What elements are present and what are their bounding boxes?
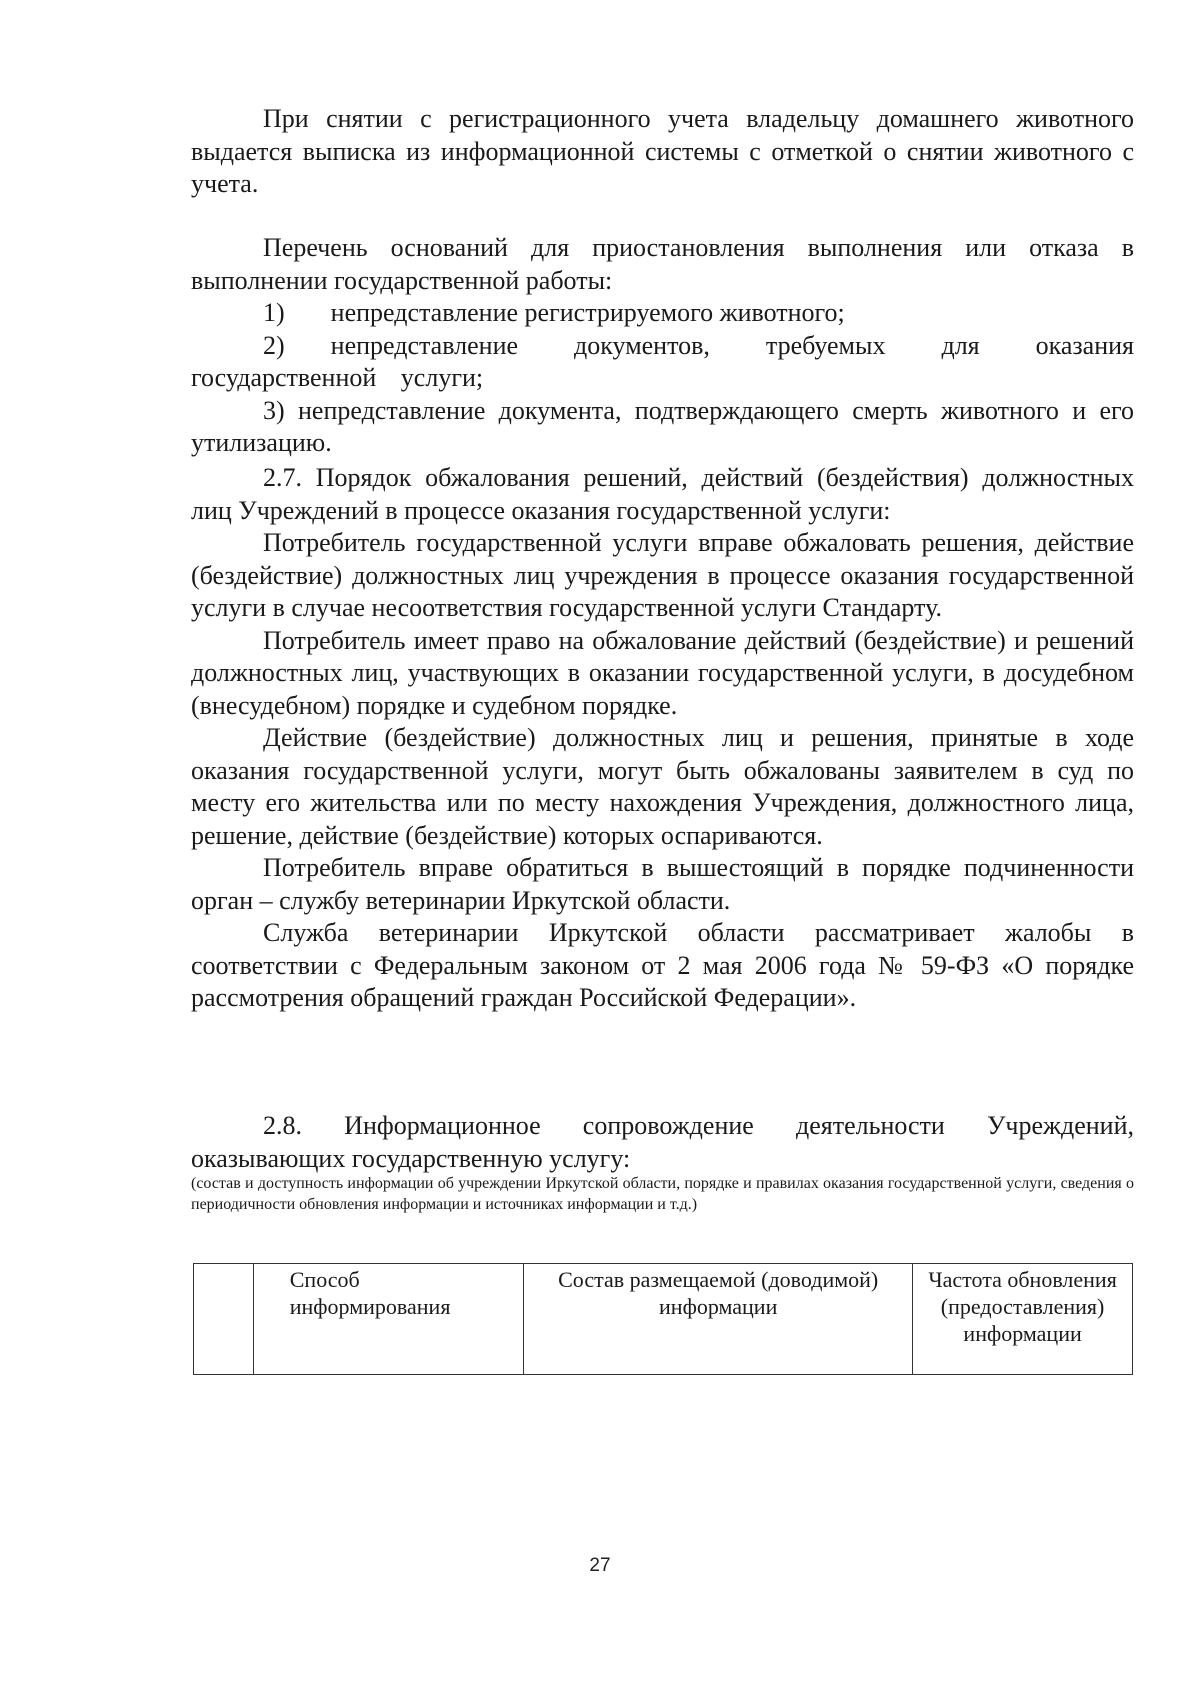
- table-cell-number: [194, 1264, 254, 1375]
- section-paragraph: Служба ветеринарии Иркутской области рассматривает жалобы в соответствии с Федеральным законом от 2 мая 2006 года № 59-ФЗ «О порядке рассмотрения обращений граждан Российской Федерации».: [191, 918, 1134, 1012]
- section-title: 2.7. Порядок обжалования решений, действий (бездействия) должностных лиц Учреждений в процессе оказания государственной услуги:: [191, 463, 1134, 525]
- info-table: [193, 1263, 1133, 1375]
- list-item-text: непредставление документов, требуемых для оказания государственной услуги;: [191, 330, 1134, 392]
- page-number: 27: [589, 1555, 611, 1576]
- section-paragraph: Потребитель государственной услуги вправе обжаловать решения, действие (бездействие) должностных лиц учреждения в процессе оказания государственной услуги в случае несоответствия государственной услуги Стандарту.: [191, 528, 1134, 622]
- list-item-text: непредставление регистрируемого животного;: [330, 298, 845, 327]
- list-item-number: 2): [263, 330, 285, 360]
- section-paragraph: Потребитель вправе обратиться в вышестоящий в порядке подчиненности орган – службу ветеринарии Иркутской области.: [191, 853, 1134, 915]
- section-note: (состав и доступность информации об учреждении Иркутской области, порядке и правилах оказания государственной услуги, сведения о периодичности обновления информации и источниках информации и т.д.): [191, 1175, 1134, 1213]
- table-header-row: [194, 1264, 1133, 1375]
- table-cell-frequency: [913, 1264, 1133, 1375]
- list-item-text: непредставление документа, подтверждающего смерть животного и его утилизацию.: [191, 395, 1135, 457]
- list-item: [191, 330, 1134, 395]
- list-item-number: 3): [263, 395, 285, 425]
- section-title: 2.8. Информационное сопровождение деятельности Учреждений, оказывающих государственную услугу:: [191, 1111, 1134, 1173]
- paragraph-deregistration: [191, 103, 1134, 201]
- section-2-8: [191, 1110, 1134, 1175]
- section-paragraph: Потребитель имеет право на обжалование действий (бездействие) и решений должностных лиц, участвующих в оказании государственной услуги, в досудебном (внесудебном) порядке и судебном порядке.: [191, 625, 1134, 720]
- table-cell-method: [253, 1264, 523, 1375]
- grounds-section: [191, 232, 1134, 460]
- table-header-frequency: Частота обновления (предоставления) информации: [928, 1267, 1117, 1346]
- list-item: [191, 395, 1134, 460]
- section-paragraph: Действие (бездействие) должностных лиц и решения, принятые в ходе оказания государственной услуги, могут быть обжалованы заявителем в суд по месту его жительства или по месту нахождения Учреждения, должностного лица, решение, действие (бездействие) которых оспариваются.: [191, 723, 1134, 850]
- table-header-method: Способ информирования: [289, 1267, 451, 1319]
- table-header-content: Состав размещаемой (доводимой) информации: [558, 1267, 879, 1319]
- list-item: [191, 297, 1134, 330]
- list-item-number: 1): [263, 298, 285, 327]
- section-2-7: [191, 462, 1134, 1015]
- paragraph-text: При снятии с регистрационного учета владельцу домашнего животного выдается выписка из информационной системы с отметкой о снятии животного с учета.: [191, 104, 1134, 198]
- grounds-intro: Перечень оснований для приостановления выполнения или отказа в выполнении государственной работы:: [191, 233, 1134, 295]
- table-cell-content: [524, 1264, 913, 1375]
